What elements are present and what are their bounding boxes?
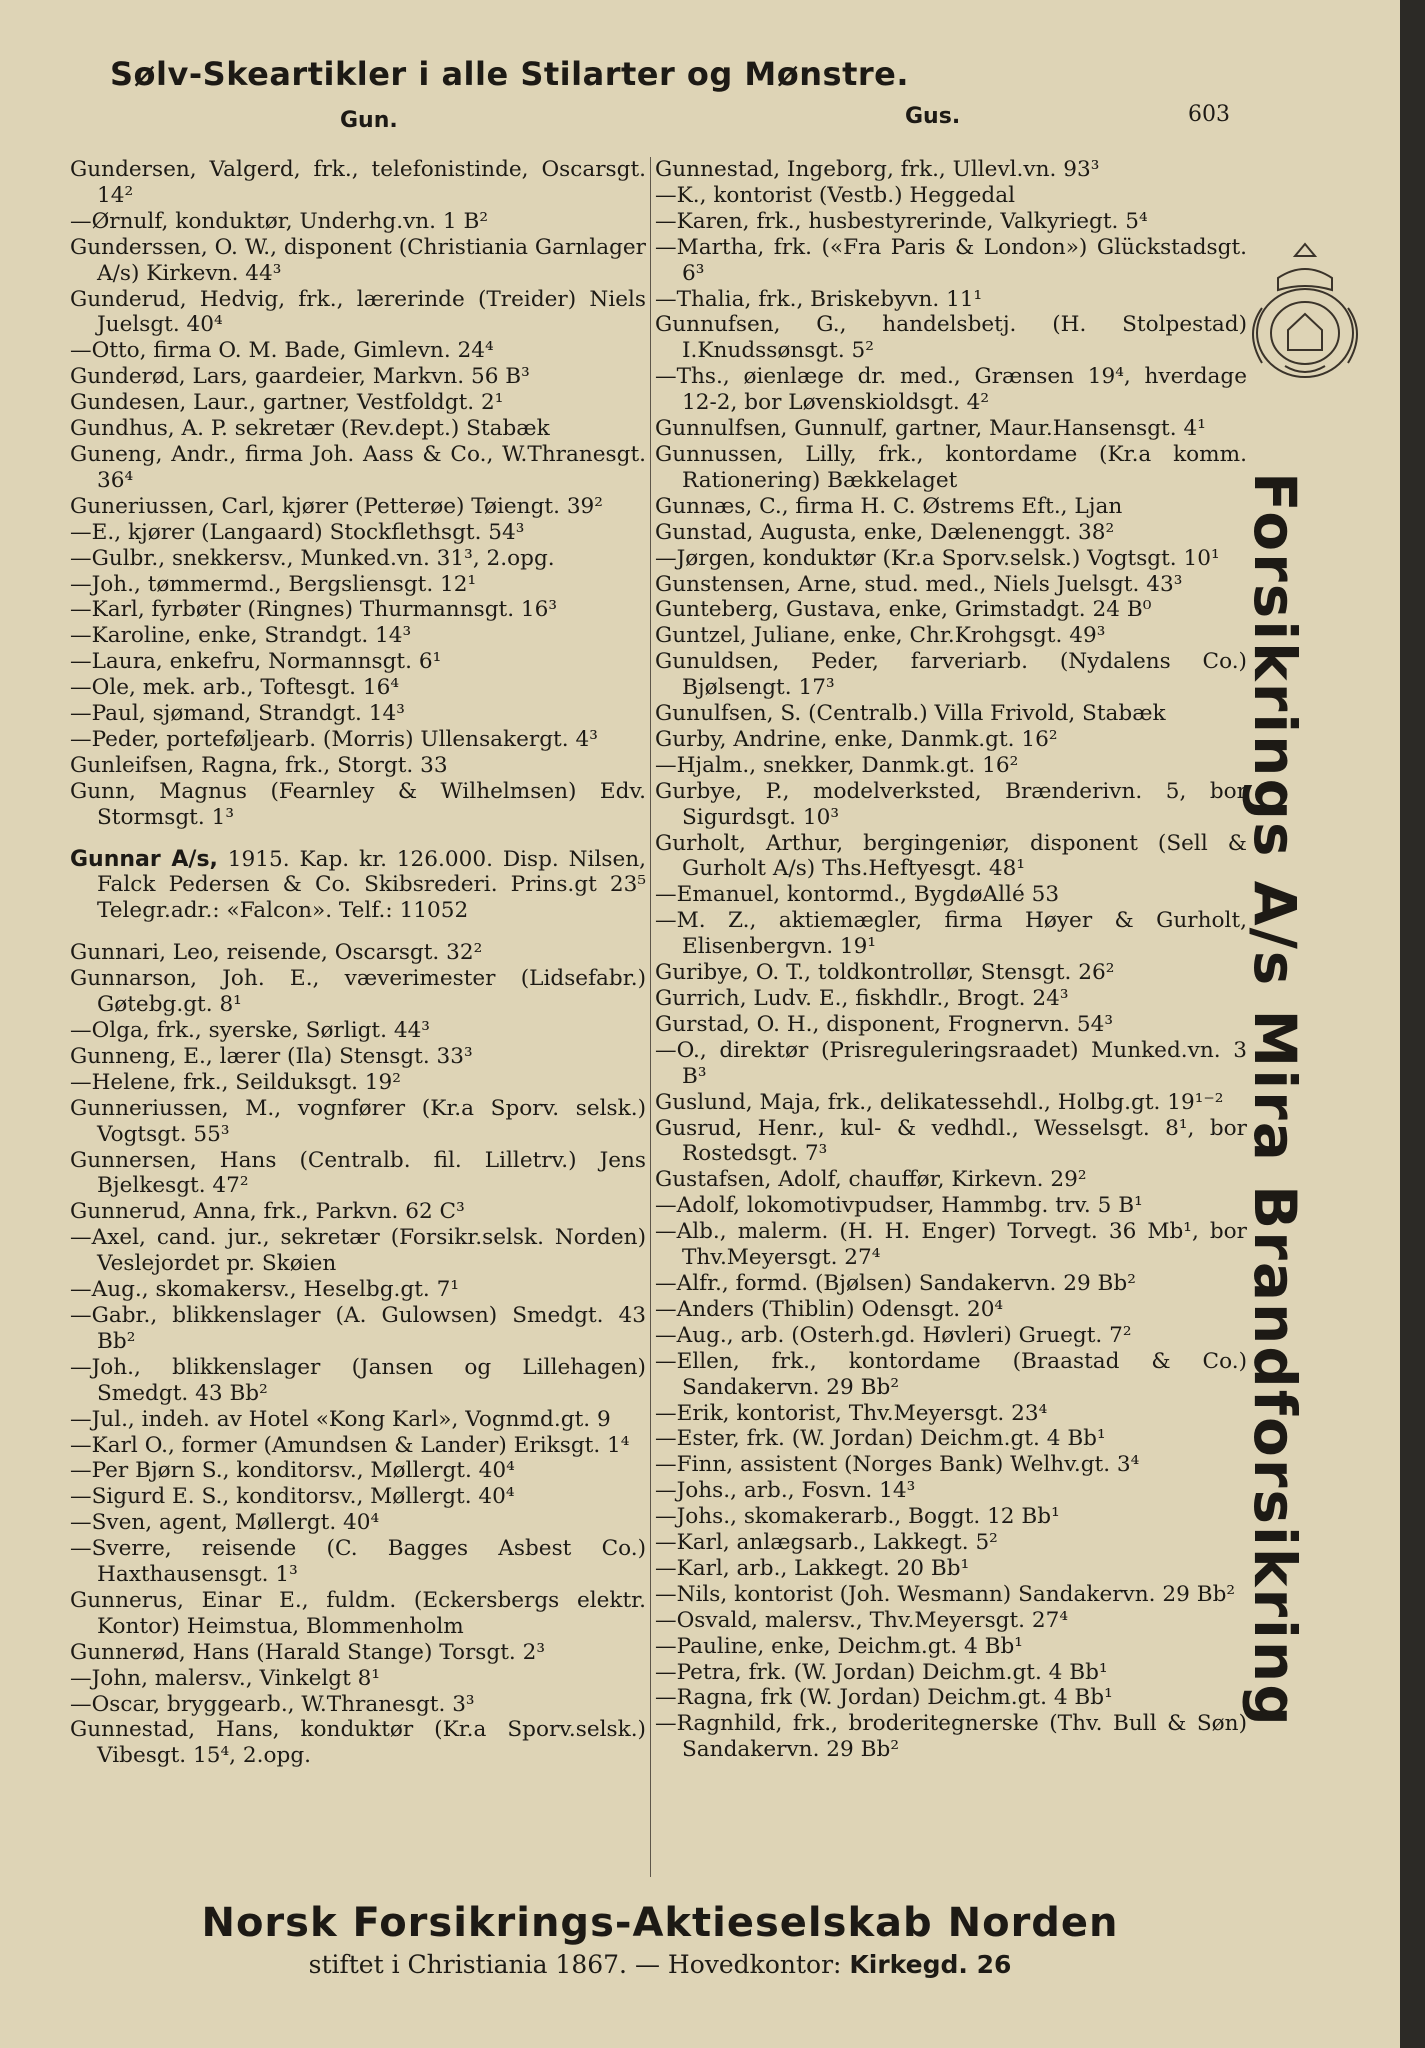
directory-entry: —Paul, sjømand, Strandgt. 14³ bbox=[70, 701, 405, 727]
directory-entry: —Thalia, frk., Briskebyvn. 11¹ bbox=[655, 286, 983, 312]
directory-entry: Gunstad, Augusta, enke, Dælenenggt. 38² bbox=[655, 519, 1115, 545]
directory-entry: Gunnari, Leo, reisende, Oscarsgt. 32² bbox=[70, 940, 483, 966]
directory-entry: Gusrud, Henr., kul- & vedhdl., Wesselsgt. 8¹, bor Rostedsgt. 7³ bbox=[655, 1115, 1247, 1167]
directory-entry: —Sverre, reisende (C. Bagges Asbest Co.) Haxthausensgt. 1³ bbox=[70, 1536, 646, 1588]
directory-entry: —Helene, frk., Seilduksgt. 19² bbox=[70, 1069, 401, 1095]
directory-entry: Gunnestad, Hans, konduktør (Kr.a Sporv.selsk.) Vibesgt. 15⁴, 2.opg. bbox=[70, 1717, 646, 1769]
top-advertisement: Sølv-Skeartikler i alle Stilarter og Mønstre. bbox=[110, 55, 910, 93]
directory-entry: Gurrich, Ludv. E., fiskhdlr., Brogt. 24³ bbox=[655, 986, 1069, 1011]
directory-entry: Gundersen, Valgerd, frk., telefonistinde, Oscarsgt. 14² bbox=[70, 157, 646, 208]
directory-entry: Gunulfsen, S. (Centralb.) Villa Frivold, Stabæk bbox=[655, 701, 1166, 727]
guide-word-right: Gus. bbox=[905, 104, 961, 129]
directory-entry: Gunneng, E., lærer (Ila) Stensgt. 33³ bbox=[70, 1043, 473, 1069]
directory-entry: —Axel, cand. jur., sekretær (Forsikr.selsk. Norden) Veslejordet pr. Skøien bbox=[70, 1225, 646, 1277]
directory-entry: —Ths., øienlæge dr. med., Grænsen 19⁴, hverdage 12-2, bor Løvenskioldsgt. 4² bbox=[655, 364, 1247, 416]
directory-entry: Guslund, Maja, frk., delikatessehdl., Holbg.gt. 19¹⁻² bbox=[655, 1089, 1224, 1115]
column-divider bbox=[650, 157, 651, 1877]
directory-entry: —Aug., skomakersv., Heselbg.gt. 7¹ bbox=[70, 1277, 460, 1303]
directory-entry: —Sven, agent, Møllergt. 40⁴ bbox=[70, 1510, 380, 1536]
directory-entry: —Karl O., former (Amundsen & Lander) Eriksgt. 1⁴ bbox=[70, 1432, 630, 1458]
directory-entry: —Karen, frk., husbestyrerinde, Valkyriegt. 5⁴ bbox=[655, 208, 1148, 234]
directory-entry: —Hjalm., snekker, Danmk.gt. 16² bbox=[655, 752, 1019, 778]
page-number: 603 bbox=[1188, 102, 1230, 127]
head-office-address: Kirkegd. 26 bbox=[849, 1950, 1012, 1979]
directory-entry: Gunnæs, C., firma H. C. Østrems Eft., Ljan bbox=[655, 493, 1123, 519]
mira-emblem-icon bbox=[1240, 238, 1370, 388]
directory-entry: —Karoline, enke, Strandgt. 14³ bbox=[70, 623, 412, 649]
bottom-advertisement-subline bbox=[70, 1950, 1250, 1979]
directory-entry: —Aug., arb. (Osterh.gd. Høvleri) Gruegt. 7² bbox=[655, 1322, 1132, 1348]
directory-entry: Gunnerus, Einar E., fuldm. (Eckersbergs elektr. Kontor) Heimstua, Blommenholm bbox=[70, 1587, 646, 1639]
directory-entry: —Sigurd E. S., konditorsv., Møllergt. 40⁴ bbox=[70, 1484, 515, 1510]
directory-entry: —Johs., arb., Fosvn. 14³ bbox=[655, 1478, 916, 1504]
directory-entry: Gunnulfsen, Gunnulf, gartner, Maur.Hansensgt. 4¹ bbox=[655, 416, 1206, 442]
directory-entry: Gustafsen, Adolf, chauffør, Kirkevn. 29² bbox=[655, 1167, 1087, 1193]
directory-entry: Gunuldsen, Peder, farveriarb. (Nydalens Co.) Bjølsengt. 17³ bbox=[655, 649, 1247, 701]
directory-entry: —Oscar, bryggearb., W.Thranesgt. 3³ bbox=[70, 1691, 475, 1717]
company-name: Gunnar A/s, bbox=[70, 846, 218, 872]
directory-entry: Gunderssen, O. W., disponent (Christiania Garnlager A/s) Kirkevn. 44³ bbox=[70, 234, 646, 286]
directory-entry: Gunnestad, Ingeborg, frk., Ullevl.vn. 93³ bbox=[655, 157, 1100, 182]
directory-entry: Gunnerud, Anna, frk., Parkvn. 62 C³ bbox=[70, 1199, 465, 1225]
directory-entry: Gunderud, Hedvig, frk., lærerinde (Treider) Niels Juelsgt. 40⁴ bbox=[70, 286, 646, 338]
founded-text: stiftet i Christiania 1867. — Hovedkontor: bbox=[308, 1950, 842, 1979]
directory-entry: —Pauline, enke, Deichm.gt. 4 Bb¹ bbox=[655, 1633, 1023, 1659]
directory-entry: —Per Bjørn S., konditorsv., Møllergt. 40⁴ bbox=[70, 1458, 515, 1484]
directory-entry: —Ole, mek. arb., Toftesgt. 16⁴ bbox=[70, 675, 400, 701]
directory-entry: —O., direktør (Prisreguleringsraadet) Munked.vn. 3 B³ bbox=[655, 1037, 1247, 1089]
bottom-advertisement: Norsk Forsikrings-Aktieselskab Norden bbox=[201, 1900, 1119, 1946]
directory-entry: Gunn, Magnus (Fearnley & Wilhelmsen) Edv. Stormsgt. 1³ bbox=[70, 778, 646, 830]
directory-entry: —Ragnhild, frk., broderitegnerske (Thv. Bull & Søn) Sandakervn. 29 Bb² bbox=[655, 1711, 1247, 1763]
directory-entry: —Ester, frk. (W. Jordan) Deichm.gt. 4 Bb¹ bbox=[655, 1426, 1106, 1452]
directory-entry: —Joh., tømmermd., Bergsliensgt. 12¹ bbox=[70, 571, 477, 597]
directory-entry: Gurstad, O. H., disponent, Frognervn. 54³ bbox=[655, 1011, 1113, 1037]
directory-entry: Gurbye, P., modelverksted, Brænderivn. 5, bor Sigurdsgt. 10³ bbox=[655, 778, 1247, 830]
directory-entry: —Peder, porteføljearb. (Morris) Ullensakergt. 4³ bbox=[70, 726, 598, 752]
directory-entry: —Nils, kontorist (Joh. Wesmann) Sandakervn. 29 Bb² bbox=[655, 1581, 1236, 1607]
directory-entry: Gundesen, Laur., gartner, Vestfoldgt. 2¹ bbox=[70, 390, 504, 416]
directory-entry: —Karl, fyrbøter (Ringnes) Thurmannsgt. 16³ bbox=[70, 597, 558, 623]
directory-entry: —Emanuel, kontormd., BygdøAllé 53 bbox=[655, 882, 1060, 908]
side-advertisement: Forsikrings A/s Mira Brandforsikring bbox=[1241, 472, 1309, 1728]
directory-entry: —Ørnulf, konduktør, Underhg.vn. 1 B² bbox=[70, 208, 489, 234]
directory-entry: —Erik, kontorist, Thv.Meyersgt. 23⁴ bbox=[655, 1400, 1048, 1426]
directory-entry: —Adolf, lokomotivpudser, Hammbg. trv. 5 B¹ bbox=[655, 1193, 1143, 1219]
directory-entry: Gundhus, A. P. sekretær (Rev.dept.) Stabæk bbox=[70, 416, 550, 442]
directory-entry: —Karl, arb., Lakkegt. 20 Bb¹ bbox=[655, 1555, 970, 1581]
directory-entry: —Finn, assistent (Norges Bank) Welhv.gt. 3⁴ bbox=[655, 1452, 1140, 1478]
directory-entry: Gurby, Andrine, enke, Danmk.gt. 16² bbox=[655, 726, 1058, 752]
directory-entry: —Alfr., formd. (Bjølsen) Sandakervn. 29 Bb² bbox=[655, 1270, 1136, 1296]
directory-entry: Guribye, O. T., toldkontrollør, Stensgt. 26² bbox=[655, 960, 1115, 986]
directory-entry: —John, malersv., Vinkelgt 8¹ bbox=[70, 1665, 381, 1691]
directory-entry: —Martha, frk. («Fra Paris & London») Glückstadsgt. 6³ bbox=[655, 234, 1247, 286]
right-column bbox=[655, 157, 1247, 1763]
directory-entry: Gunnussen, Lilly, frk., kontordame (Kr.a komm. Rationering) Bækkelaget bbox=[655, 441, 1247, 493]
directory-entry: —Karl, anlægsarb., Lakkegt. 5² bbox=[655, 1530, 998, 1556]
directory-entry: —Joh., blikkenslager (Jansen og Lillehagen) Smedgt. 43 Bb² bbox=[70, 1354, 646, 1406]
directory-entry: —Gulbr., snekkersv., Munked.vn. 31³, 2.opg. bbox=[70, 545, 555, 571]
directory-entry: Guneriussen, Carl, kjører (Petterøe) Tøiengt. 39² bbox=[70, 493, 603, 519]
directory-entry: Gunnerød, Hans (Harald Stange) Torsgt. 2³ bbox=[70, 1639, 545, 1665]
directory-entry: Gunneriussen, M., vognfører (Kr.a Sporv. selsk.) Vogtsgt. 55³ bbox=[70, 1095, 646, 1147]
guide-word-left: Gun. bbox=[340, 108, 398, 133]
directory-entry: Gunteberg, Gustava, enke, Grimstadgt. 24 B⁰ bbox=[655, 597, 1152, 623]
directory-entry: —E., kjører (Langaard) Stockflethsgt. 54³ bbox=[70, 519, 525, 545]
directory-entry: —Jul., indeh. av Hotel «Kong Karl», Vognmd.gt. 9 bbox=[70, 1406, 611, 1432]
directory-entry: Gunderød, Lars, gaardeier, Markvn. 56 B³ bbox=[70, 364, 530, 390]
directory-entry: Guneng, Andr., firma Joh. Aass & Co., W.Thranesgt. 36⁴ bbox=[70, 441, 646, 493]
directory-entry: Gunstensen, Arne, stud. med., Niels Juelsgt. 43³ bbox=[655, 571, 1183, 597]
directory-entry: —Petra, frk. (W. Jordan) Deichm.gt. 4 Bb¹ bbox=[655, 1659, 1108, 1685]
directory-entry: —Laura, enkefru, Normannsgt. 6¹ bbox=[70, 649, 442, 675]
directory-entry: Gunleifsen, Ragna, frk., Storgt. 33 bbox=[70, 752, 448, 778]
left-column bbox=[70, 157, 646, 1769]
directory-entry: Gunnersen, Hans (Centralb. fil. Lilletrv.) Jens Bjelkesgt. 47² bbox=[70, 1147, 646, 1199]
directory-entry: Gunnarson, Joh. E., væverimester (Lidsefabr.) Gøtebg.gt. 8¹ bbox=[70, 966, 646, 1018]
directory-entry: —Gabr., blikkenslager (A. Gulowsen) Smedgt. 43 Bb² bbox=[70, 1302, 646, 1354]
company-listing-gunnar bbox=[70, 847, 646, 925]
directory-entry: Gurholt, Arthur, bergingeniør, disponent (Sell & Gurholt A/s) Ths.Heftyesgt. 48¹ bbox=[655, 830, 1247, 882]
directory-entry: Gunnufsen, G., handelsbetj. (H. Stolpestad) I.Knudssønsgt. 5² bbox=[655, 312, 1247, 364]
company-details: 1915. Kap. kr. 126.000. Disp. Nilsen, Falck Pedersen & Co. Skibsrederi. Prins.gt 23⁵ Telegr.adr.: «Falcon». Telf.: 11052 bbox=[97, 846, 647, 924]
directory-entry: —Jørgen, konduktør (Kr.a Sporv.selsk.) Vogtsgt. 10¹ bbox=[655, 545, 1220, 571]
directory-entry: —Ellen, frk., kontordame (Braastad & Co.) Sandakervn. 29 Bb² bbox=[655, 1348, 1247, 1400]
directory-entry: —M. Z., aktiemægler, firma Høyer & Gurholt, Elisenbergvn. 19¹ bbox=[655, 908, 1247, 960]
directory-entry: —Ragna, frk (W. Jordan) Deichm.gt. 4 Bb¹ bbox=[655, 1685, 1113, 1711]
directory-entry: —Olga, frk., syerske, Sørligt. 44³ bbox=[70, 1018, 430, 1043]
directory-entry: —Osvald, malersv., Thv.Meyersgt. 27⁴ bbox=[655, 1607, 1069, 1633]
directory-entry: —Johs., skomakerarb., Boggt. 12 Bb¹ bbox=[655, 1504, 1060, 1530]
directory-entry: —K., kontorist (Vestb.) Heggedal bbox=[655, 182, 1016, 208]
directory-entry: —Otto, firma O. M. Bade, Gimlevn. 24⁴ bbox=[70, 338, 494, 364]
directory-entry: —Alb., malerm. (H. H. Enger) Torvegt. 36 Mb¹, bor Thv.Meyersgt. 27⁴ bbox=[655, 1219, 1247, 1271]
directory-entry: —Anders (Thiblin) Odensgt. 20⁴ bbox=[655, 1296, 1004, 1322]
directory-entry: Guntzel, Juliane, enke, Chr.Krohgsgt. 49³ bbox=[655, 623, 1106, 649]
